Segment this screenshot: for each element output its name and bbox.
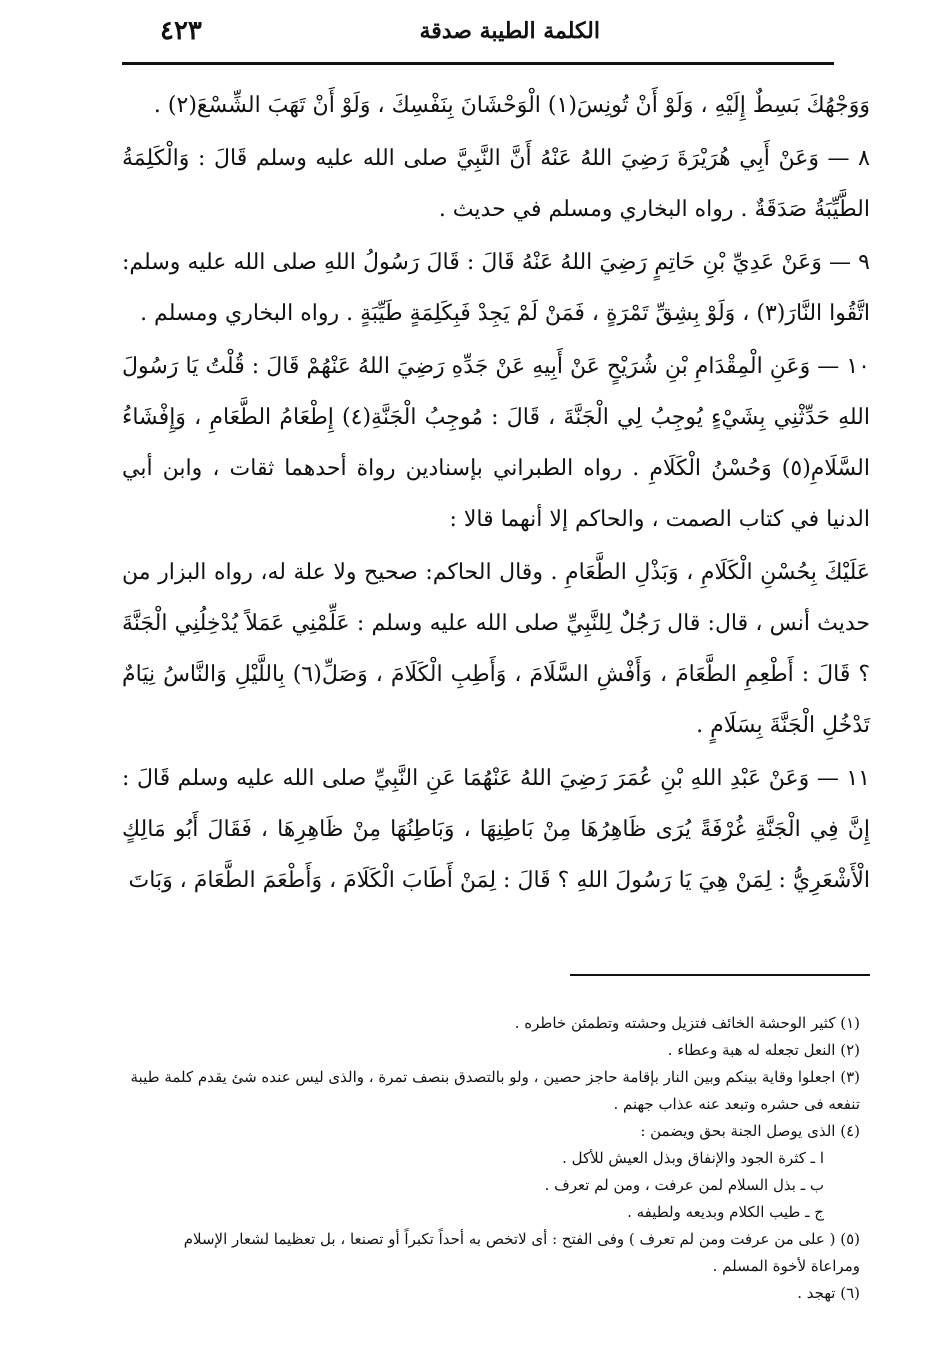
running-head <box>120 14 830 54</box>
footnote-4-item-b: ب ـ بذل السلام لمن عرفت ، ومن لم تعرف . <box>544 1176 824 1194</box>
footnote-4: (٤) الذى يوصل الجنة بحق ويضمن : <box>640 1122 860 1140</box>
header-rule <box>122 62 834 65</box>
hadith-8: ٨ — وَعَنْ أَبِي هُرَيْرَةَ رَضِيَ اللهُ عَنْهُ أَنَّ النَّبِيَّ صلى الله عليه وسلم قَالَ : وَالْكَلِمَةُ الطَّيِّبَةُ صَدَقَةٌ . رواه البخاري ومسلم في حديث . <box>122 146 870 222</box>
footnote-2: (٢) النعل تجعله له هبة وعطاء . <box>667 1041 860 1059</box>
footnote-5: (٥) ( على من عرفت ومن لم تعرف ) وفى الفتح : أى لاتخص به أحداً تكبراً أو تصنعا ، بل تعظيما لشعار الإسلام ومراعاة لأخوة المسلم . <box>183 1230 860 1275</box>
footnotes <box>130 1010 860 1307</box>
paragraph-continuation: وَوَجْهُكَ بَسِطٌ إِلَيْهِ ، وَلَوْ أَنْ تُونِسَ(١) الْوَحْشَانَ بِنَفْسِكَ ، وَلَوْ أَنْ تَهَبَ الشِّسْعَ(٢) . <box>153 93 870 118</box>
footnote-3: (٣) اجعلوا وقاية بينكم وبين النار بإقامة حاجز حصين ، ولو بالتصدق بنصف تمرة ، والذى ليس عنده شئ يقدم كلمة طيبة تنفعه فى حشره وتبعد عنه عذاب جهنم . <box>130 1068 860 1113</box>
running-title: الكلمة الطيبة صدقة <box>419 18 600 44</box>
footnote-6: (٦) تهجد . <box>797 1284 860 1302</box>
hadith-10: ١٠ — وَعَنِ الْمِقْدَامِ بْنِ شُرَيْحٍ عَنْ أَبِيهِ عَنْ جَدِّهِ رَضِيَ اللهُ عَنْهُمْ قَالَ : قُلْتُ يَا رَسُولَ اللهِ حَدِّثْنِي بِشَيْءٍ يُوجِبُ لِي الْجَنَّةَ ، قَالَ : مُوجِبُ الْجَنَّةِ(٤) إِطْعَامُ الطَّعَامِ ، وَإِفْشَاءُ السَّلَامِ(٥) وَحُسْنُ الْكَلَامِ . رواه الطبراني بإسنادين رواة أحدهما ثقات ، وابن أبي الدنيا في كتاب الصمت ، والحاكم إلا أنهما قالا : <box>122 354 870 532</box>
hadith-11: ١١ — وَعَنْ عَبْدِ اللهِ بْنِ عُمَرَ رَضِيَ اللهُ عَنْهُمَا عَنِ النَّبِيِّ صلى الله عليه وسلم قَالَ : إِنَّ فِي الْجَنَّةِ غُرْفَةً يُرَى ظَاهِرُهَا مِنْ بَاطِنِهَا ، وَبَاطِنُهَا مِنْ ظَاهِرِهَا ، فَقَالَ أَبُو مَالِكٍ الْأَشْعَرِيُّ : لِمَنْ هِيَ يَا رَسُولَ اللهِ ؟ قَالَ : لِمَنْ أَطَابَ الْكَلَامَ ، وَأَطْعَمَ الطَّعَامَ ، وَبَاتَ <box>122 766 870 893</box>
footnote-rule <box>570 974 870 976</box>
hadith-9: ٩ — وَعَنْ عَدِيِّ بْنِ حَاتِمٍ رَضِيَ اللهُ عَنْهُ قَالَ : قَالَ رَسُولُ اللهِ صلى الله عليه وسلم: اتَّقُوا النَّارَ(٣) ، وَلَوْ بِشِقِّ تَمْرَةٍ ، فَمَنْ لَمْ يَجِدْ فَبِكَلِمَةٍ طَيِّبَةٍ . رواه البخاري ومسلم . <box>122 250 870 326</box>
footnote-1: (١) كثير الوحشة الخائف فتزيل وحشته وتطمئن خاطره . <box>514 1014 860 1032</box>
main-text <box>122 80 870 908</box>
footnote-4-item-a: ا ـ كثرة الجود والإنفاق وبذل العيش للأكل . <box>562 1149 824 1167</box>
footnote-4-item-c: ج ـ طيب الكلام وبديعه ولطيفه . <box>627 1203 824 1221</box>
hadith-10-continued: عَلَيْكَ بِحُسْنِ الْكَلَامِ ، وَبَذْلِ الطَّعَامِ . وقال الحاكم: صحيح ولا علة له، رواه البزار من حديث أنس ، قال: قال رَجُلٌ لِلنَّبِيِّ صلى الله عليه وسلم : عَلِّمْنِي عَمَلاً يُدْخِلُنِي الْجَنَّةَ ؟ قَالَ : أَطْعِمِ الطَّعَامَ ، وَأَفْشِ السَّلَامَ ، وَأَطِبِ الْكَلَامَ ، وَصَلِّ(٦) بِاللَّيْلِ وَالنَّاسُ نِيَامٌ تَدْخُلِ الْجَنَّةَ بِسَلَامٍ . <box>122 560 870 738</box>
page-number: ٤٢٣ <box>160 16 202 46</box>
